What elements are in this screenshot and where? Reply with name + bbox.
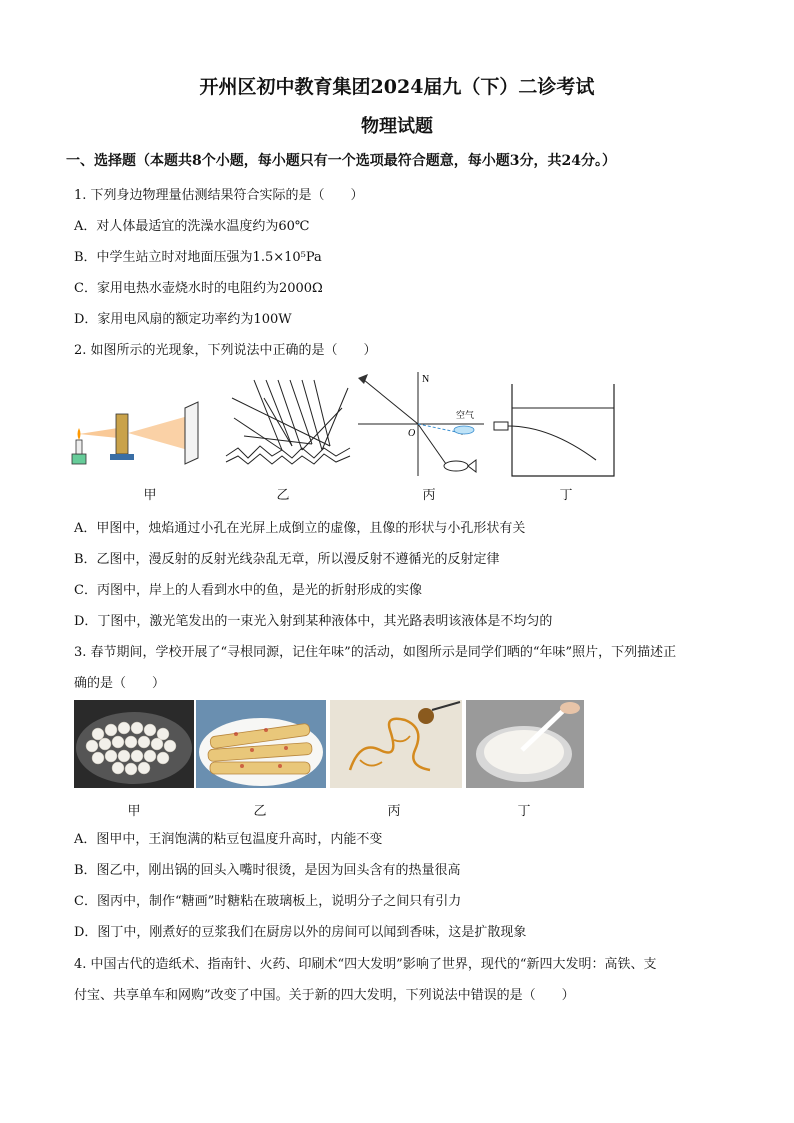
q3-stem-line1: 3. 春节期间，学校开展了“寻根同源，记住年味”的活动，如图所示是同学们晒的“年味”照片，下列描述正 bbox=[74, 645, 677, 660]
q3-option-d: D．图丁中，刚煮好的豆浆我们在厨房以外的房间可以闻到香味，这是扩散现象 bbox=[74, 925, 527, 940]
q3-caption-ding: 丁 bbox=[517, 804, 531, 819]
q1-option-a: A．对人体最适宜的洗澡水温度约为60℃ bbox=[74, 219, 310, 234]
fish-icon bbox=[444, 461, 468, 471]
q2-caption-jia: 甲 bbox=[143, 488, 157, 503]
air-label: 空气 bbox=[456, 411, 475, 421]
q2-option-c: C．丙图中，岸上的人看到水中的鱼，是光的折射形成的实像 bbox=[74, 583, 422, 598]
q3-option-c: C．图丙中，制作“糖画”时糖粘在玻璃板上，说明分子之间只有引力 bbox=[74, 894, 462, 909]
diffuse-reflection-figure bbox=[224, 378, 352, 478]
q2-option-b: B．乙图中，漫反射的反射光线杂乱无章，所以漫反射不遵循光的反射定律 bbox=[74, 552, 500, 567]
photo-sugar-painting bbox=[330, 700, 462, 788]
q1-option-b: B．中学生站立时对地面压强为1.5×10⁵Pa bbox=[74, 250, 322, 265]
fish-image-icon bbox=[454, 426, 474, 434]
q4-stem-line2: 付宝、共享单车和网购”改变了中国。关于新的四大发明，下列说法中错误的是（ ） bbox=[74, 988, 575, 1003]
q3-option-b: B．图乙中，刚出锅的回头入嘴时很烫，是因为回头含有的热量很高 bbox=[74, 863, 461, 878]
refraction-fish-figure bbox=[356, 370, 486, 480]
photo-soy-milk bbox=[466, 700, 584, 788]
photo-guotie bbox=[196, 700, 326, 788]
q3-caption-bing: 丙 bbox=[387, 804, 401, 819]
exam-title: 开州区初中教育集团2024届九（下）二诊考试 bbox=[199, 76, 595, 98]
q1-option-d: D．家用电风扇的额定功率约为100W bbox=[74, 312, 292, 327]
q2-caption-yi: 乙 bbox=[276, 488, 290, 503]
q1-option-c: C．家用电热水壶烧水时的电阻约为2000Ω bbox=[74, 281, 323, 296]
photo-rice-balls bbox=[74, 700, 194, 788]
q3-caption-jia: 甲 bbox=[127, 804, 141, 819]
laser-pointer-icon bbox=[494, 422, 508, 430]
q2-caption-ding: 丁 bbox=[559, 488, 573, 503]
q4-stem-line1: 4. 中国古代的造纸术、指南针、火药、印刷术“四大发明”影响了世界，现代的“新四大发明：高铁、支 bbox=[74, 957, 657, 972]
q3-stem-line2: 确的是（ ） bbox=[74, 676, 166, 691]
exam-subtitle: 物理试题 bbox=[361, 116, 433, 137]
origin-label: O bbox=[408, 428, 416, 439]
q2-caption-bing: 丙 bbox=[422, 488, 436, 503]
q2-stem: 2. 如图所示的光现象，下列说法中正确的是（ ） bbox=[74, 343, 377, 358]
q3-caption-yi: 乙 bbox=[253, 804, 267, 819]
q2-option-a: A．甲图中，烛焰通过小孔在光屏上成倒立的虚像，且像的形状与小孔形状有关 bbox=[74, 521, 526, 536]
pinhole-figure bbox=[70, 398, 210, 473]
section-heading: 一、选择题（本题共8个小题，每小题只有一个选项最符合题意，每小题3分，共24分。） bbox=[66, 153, 616, 169]
laser-liquid-figure bbox=[490, 380, 620, 480]
q2-option-d: D．丁图中，激光笔发出的一束光入射到某种液体中，其光路表明该液体是不均匀的 bbox=[74, 614, 553, 629]
normal-label: N bbox=[422, 374, 430, 385]
q3-option-a: A．图甲中，王润饱满的粘豆包温度升高时，内能不变 bbox=[74, 832, 383, 847]
q1-stem: 1. 下列身边物理量估测结果符合实际的是（ ） bbox=[74, 188, 364, 203]
